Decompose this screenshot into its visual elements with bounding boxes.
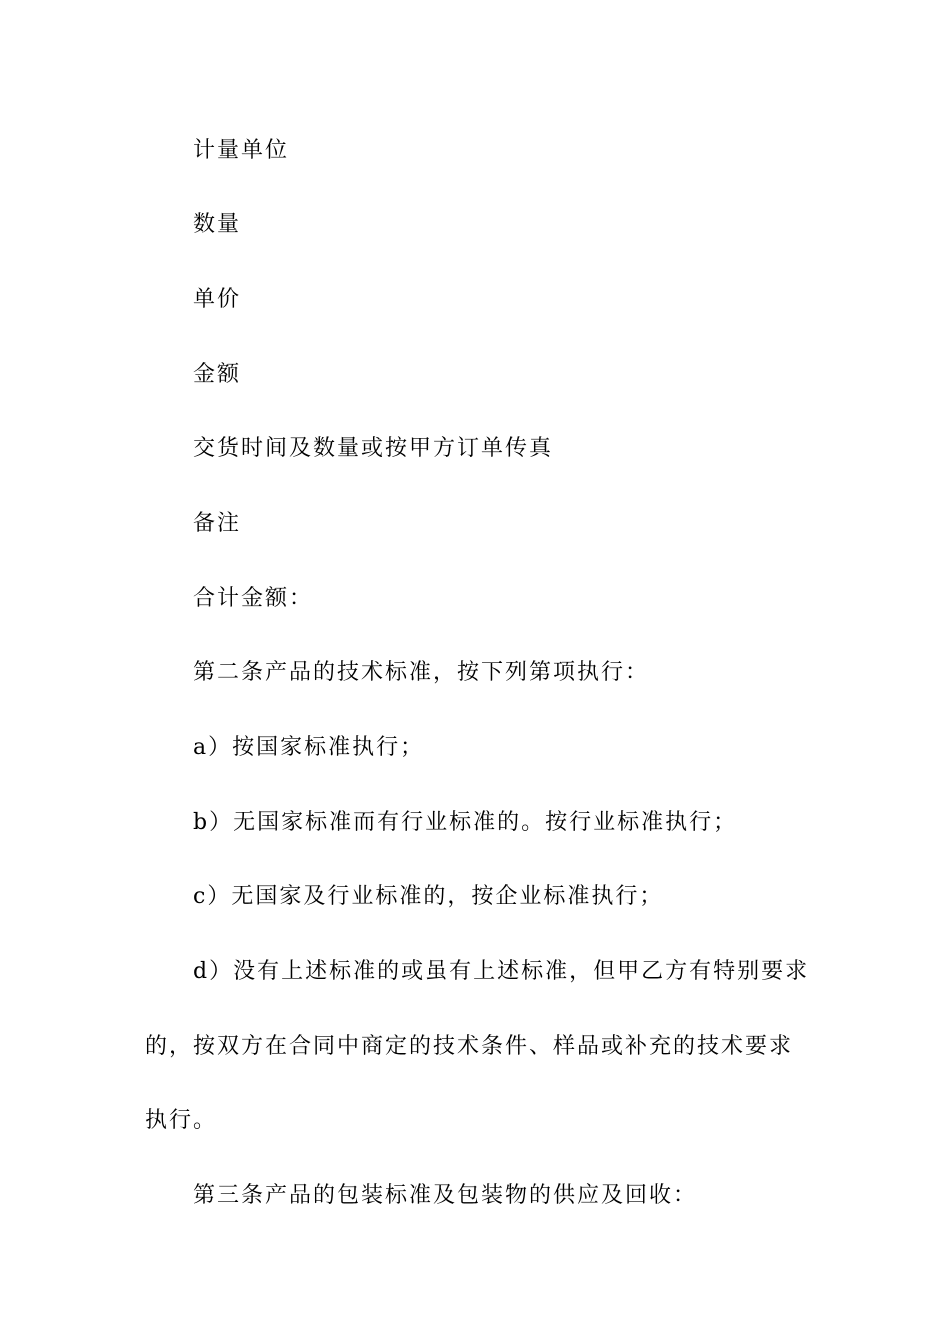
clause-d-line2: 的，按双方在合同中商定的技术条件、样品或补充的技术要求 bbox=[145, 1034, 794, 1059]
clause-d-line3: 执行。 bbox=[145, 1108, 218, 1133]
line-unit-price: 单价 bbox=[193, 287, 242, 312]
clause-c: c）无国家及行业标准的，按企业标准执行； bbox=[193, 884, 664, 909]
line-quantity: 数量 bbox=[193, 212, 242, 237]
line-amount: 金额 bbox=[193, 362, 242, 387]
line-remarks: 备注 bbox=[193, 511, 242, 536]
clause-b: b）无国家标准而有行业标准的。按行业标准执行； bbox=[193, 810, 738, 835]
line-delivery: 交货时间及数量或按甲方订单传真 bbox=[193, 436, 554, 461]
line-total: 合计金额： bbox=[193, 586, 314, 611]
clause-d-line1: d）没有上述标准的或虽有上述标准，但甲乙方有特别要求 bbox=[193, 959, 810, 984]
article-three-heading: 第三条产品的包装标准及包装物的供应及回收： bbox=[193, 1183, 698, 1208]
clause-a: a）按国家标准执行； bbox=[193, 735, 425, 760]
article-two-heading: 第二条产品的技术标准，按下列第项执行： bbox=[193, 660, 650, 685]
line-unit: 计量单位 bbox=[193, 138, 290, 163]
